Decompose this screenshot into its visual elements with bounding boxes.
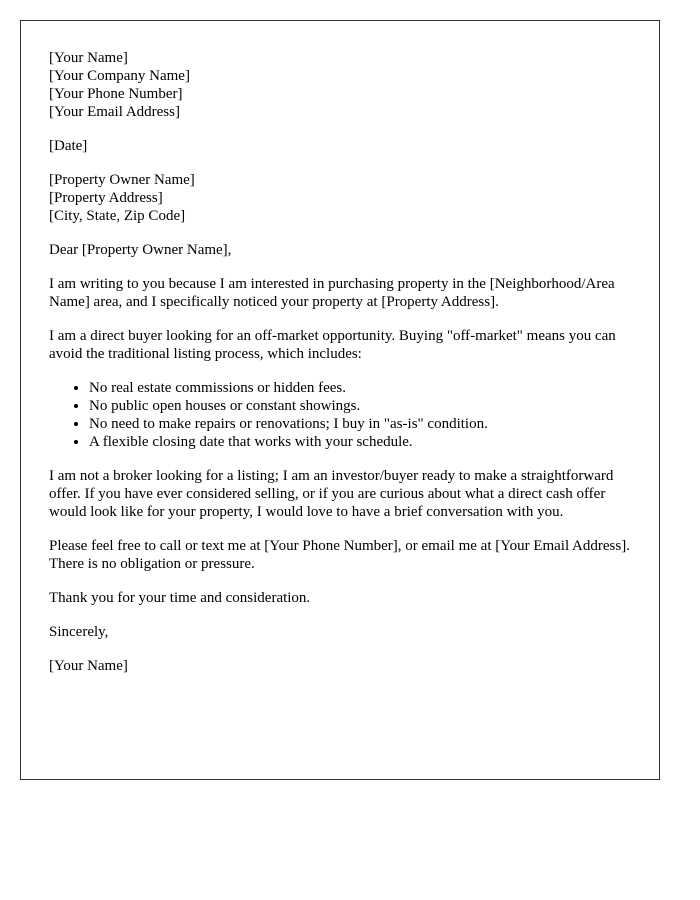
closing: Sincerely, xyxy=(49,624,109,640)
benefit-item: • No real estate commissions or hidden fees. xyxy=(89,379,639,397)
letter-page xyxy=(20,20,660,780)
signature: [Your Name] xyxy=(49,658,128,674)
salutation: Dear [Property Owner Name], xyxy=(49,242,232,258)
sender-name: [Your Name] xyxy=(49,50,128,66)
paragraph-thanks: Thank you for your time and consideration. xyxy=(49,590,311,606)
paragraph-intro: I am writing to you because I am interested in purchasing property in the [Neighborhood/Area Name] area, and I specifically noticed your property at [Property Address]. xyxy=(49,276,615,310)
recipient-name: [Property Owner Name] xyxy=(49,172,195,188)
benefits-list xyxy=(49,379,639,451)
date-block xyxy=(49,137,639,155)
paragraph-contact: Please feel free to call or text me at [Your Phone Number], or email me at [Your Email Address]. There is no obligation or pressure. xyxy=(49,538,630,572)
paragraph-investor: I am not a broker looking for a listing; I am an investor/buyer ready to make a straightforward offer. If you have ever considered selling, or if you are curious about what a direct cash offer would look like for your property, I would love to have a brief conversation with you. xyxy=(49,468,614,520)
recipient-address: [Property Address] xyxy=(49,190,163,206)
benefit-item: • No public open houses or constant showings. xyxy=(89,397,639,415)
benefit-item: • No need to make repairs or renovations; I buy in "as-is" condition. xyxy=(89,415,639,433)
sender-block xyxy=(49,49,639,121)
sender-phone: [Your Phone Number] xyxy=(49,86,183,102)
sender-email: [Your Email Address] xyxy=(49,104,180,120)
recipient-block xyxy=(49,171,639,225)
recipient-city-state-zip: [City, State, Zip Code] xyxy=(49,208,186,224)
sender-company: [Your Company Name] xyxy=(49,68,190,84)
letter-body xyxy=(49,49,639,691)
letter-date: [Date] xyxy=(49,138,88,154)
paragraph-offmarket: I am a direct buyer looking for an off-market opportunity. Buying "off-market" means you can avoid the traditional listing process, which includes: xyxy=(49,328,616,362)
benefit-item: • A flexible closing date that works with your schedule. xyxy=(89,433,639,451)
